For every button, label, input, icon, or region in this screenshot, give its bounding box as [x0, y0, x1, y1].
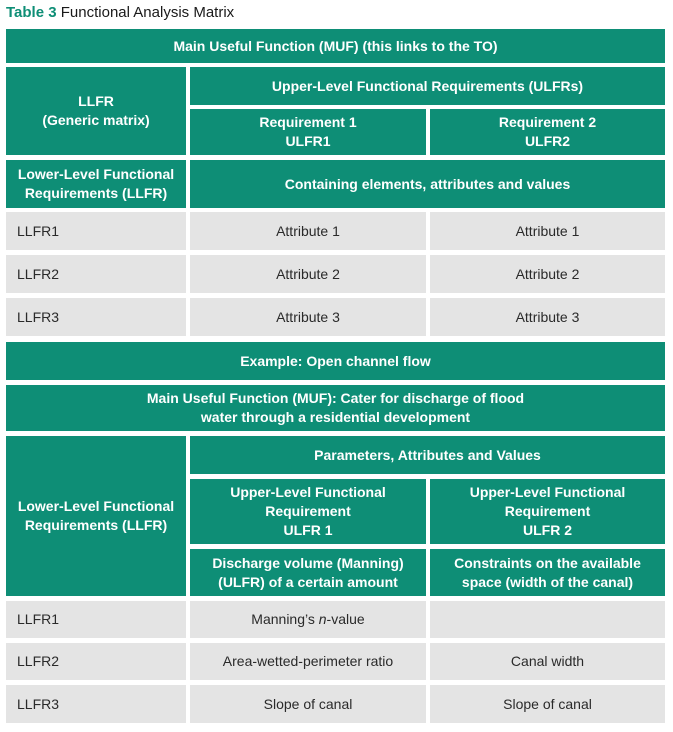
example-row-3-col-1: Slope of canal [190, 685, 426, 723]
example-row-2-col-2: Canal width [430, 643, 665, 680]
containing-elements-header: Containing elements, attributes and values [190, 160, 665, 208]
llfr-generic-header: LLFR (Generic matrix) [6, 67, 186, 155]
example-discharge-volume-header: Discharge volume (Manning) (ULFR) of a certain amount [190, 549, 426, 596]
table-title: Functional Analysis Matrix [60, 4, 235, 21]
example-llfr-header: Lower-Level Functional Requirements (LLFR) [6, 436, 186, 596]
muf-header: Main Useful Function (MUF) (this links to the TO) [6, 29, 665, 63]
example-row-2-col-1: Area-wetted-perimeter ratio [190, 643, 426, 680]
example-row-1-col-2 [430, 601, 665, 638]
generic-row-3-label: LLFR3 [6, 298, 186, 336]
generic-row-1-col-2: Attribute 1 [430, 212, 665, 250]
example-ulfr-1-header: Upper-Level Functional Requirement ULFR 1 [190, 479, 426, 544]
example-row-1-label: LLFR1 [6, 601, 186, 638]
example-parameters-header: Parameters, Attributes and Values [190, 436, 665, 474]
generic-row-1-label: LLFR1 [6, 212, 186, 250]
example-ulfr-2-header: Upper-Level Functional Requirement ULFR 2 [430, 479, 665, 544]
generic-row-2-label: LLFR2 [6, 255, 186, 293]
example-muf: Main Useful Function (MUF): Cater for discharge of flood water through a residential development [6, 385, 665, 431]
llfr-header: Lower-Level Functional Requirements (LLFR) [6, 160, 186, 208]
example-row-2-label: LLFR2 [6, 643, 186, 680]
example-row-3-col-2: Slope of canal [430, 685, 665, 723]
generic-row-2-col-2: Attribute 2 [430, 255, 665, 293]
generic-row-1-col-1: Attribute 1 [190, 212, 426, 250]
generic-row-3-col-2: Attribute 3 [430, 298, 665, 336]
requirement-1-header: Requirement 1 ULFR1 [190, 109, 426, 155]
table-caption [6, 4, 234, 21]
requirement-2-header: Requirement 2 ULFR2 [430, 109, 665, 155]
table-number: Table 3 [6, 4, 57, 21]
example-constraints-header: Constraints on the available space (width of the canal) [430, 549, 665, 596]
example-row-3-label: LLFR3 [6, 685, 186, 723]
example-title: Example: Open channel flow [6, 342, 665, 380]
generic-row-2-col-1: Attribute 2 [190, 255, 426, 293]
example-row-1-col-1: Manning’s n-value [190, 601, 426, 638]
ulfrs-header: Upper-Level Functional Requirements (ULFRs) [190, 67, 665, 105]
generic-row-3-col-1: Attribute 3 [190, 298, 426, 336]
